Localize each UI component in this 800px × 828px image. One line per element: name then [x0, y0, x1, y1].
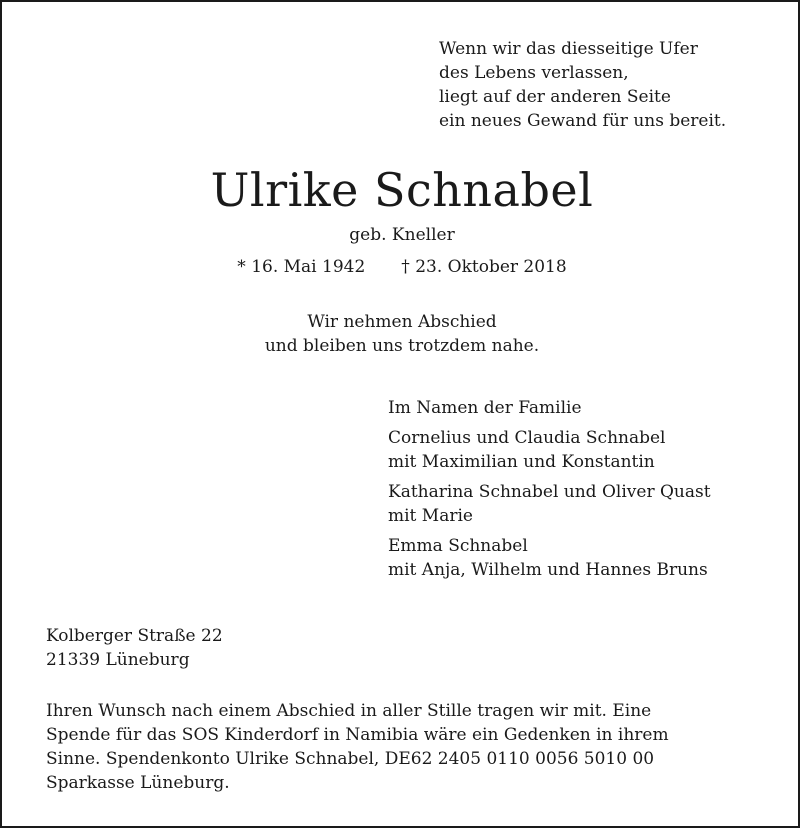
note-line: Sparkasse Lüneburg. — [46, 773, 230, 793]
farewell-line: und bleiben uns trotzdem nahe. — [264, 336, 540, 356]
family-line: Emma Schnabel — [388, 536, 528, 556]
mourning-address — [46, 624, 223, 672]
quote-line: des Lebens verlassen, — [439, 63, 629, 83]
life-dates — [2, 255, 800, 279]
family-intro: Im Namen der Familie — [388, 398, 582, 418]
birth-date: * 16. Mai 1942 — [237, 257, 366, 277]
family-group — [388, 480, 711, 528]
family-line: Cornelius und Claudia Schnabel — [388, 428, 666, 448]
family-line: mit Anja, Wilhelm und Hannes Bruns — [388, 560, 708, 580]
quote-line: ein neues Gewand für uns bereit. — [439, 111, 727, 131]
donation-note — [46, 699, 669, 795]
address-street: Kolberger Straße 22 — [46, 626, 223, 646]
farewell-line: Wir nehmen Abschied — [307, 312, 497, 332]
quote-line: liegt auf der anderen Seite — [439, 87, 671, 107]
note-line: Sinne. Spendenkonto Ulrike Schnabel, DE62 2405 0110 0056 5010 00 — [46, 749, 655, 769]
family-line: mit Maximilian und Konstantin — [388, 452, 655, 472]
farewell-text — [2, 310, 800, 358]
maiden-name: geb. Kneller — [349, 225, 455, 245]
family-group — [388, 534, 711, 582]
family-line: mit Marie — [388, 506, 473, 526]
family-signature — [388, 396, 711, 582]
family-line: Katharina Schnabel und Oliver Quast — [388, 482, 711, 502]
family-intro-group — [388, 396, 711, 420]
death-date: † 23. Oktober 2018 — [401, 257, 567, 277]
memorial-quote — [439, 37, 726, 133]
note-line: Ihren Wunsch nach einem Abschied in aller Stille tragen wir mit. Eine — [46, 701, 652, 721]
address-city: 21339 Lüneburg — [46, 650, 190, 670]
note-line: Spende für das SOS Kinderdorf in Namibia wäre ein Gedenken in ihrem — [46, 725, 669, 745]
deceased-name: Ulrike Schnabel — [210, 163, 594, 217]
quote-line: Wenn wir das diesseitige Ufer — [439, 39, 698, 59]
family-group — [388, 426, 711, 474]
